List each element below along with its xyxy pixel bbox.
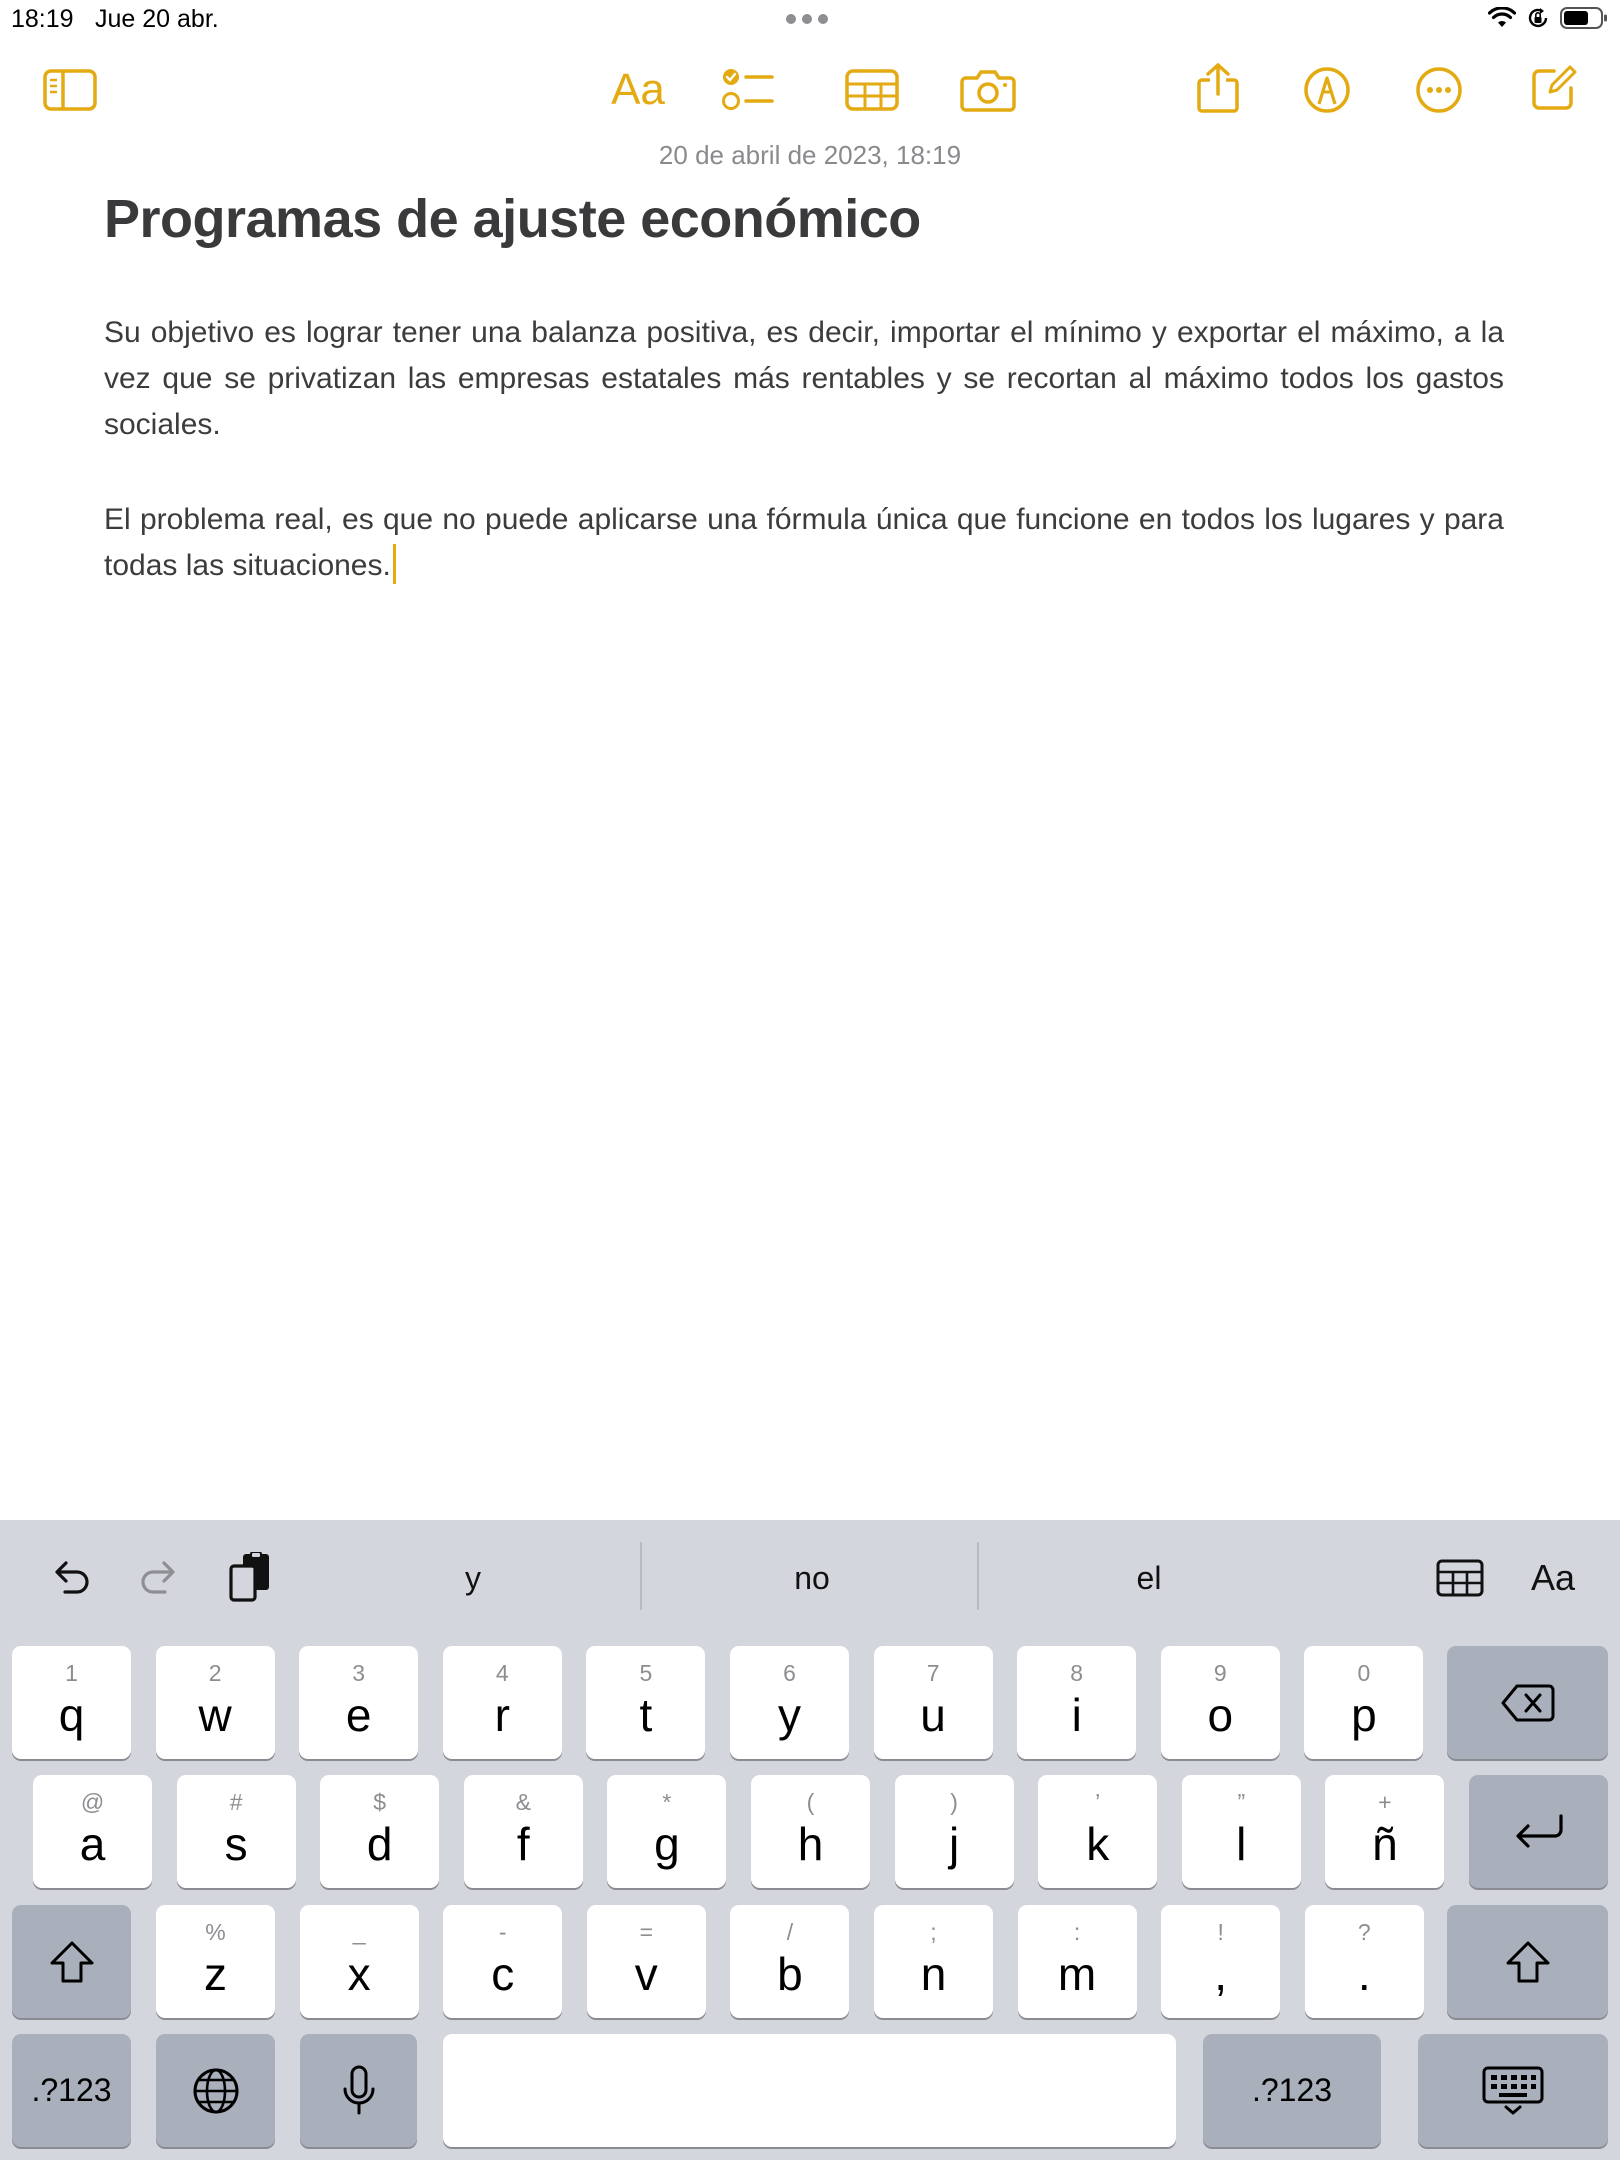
dismiss-keyboard-key[interactable] xyxy=(1418,2034,1608,2147)
suggestion-3[interactable]: el xyxy=(1136,1559,1162,1596)
key-4[interactable] xyxy=(464,1775,583,1888)
key-label: t xyxy=(639,1689,653,1741)
numbers-key-label: .?123 xyxy=(1251,2072,1333,2108)
table-button[interactable] xyxy=(835,58,909,122)
key-8[interactable] xyxy=(1017,1646,1136,1759)
key-hint: & xyxy=(515,1789,531,1815)
suggestion-divider xyxy=(640,1542,642,1610)
key-label: s xyxy=(224,1818,248,1870)
compose-button[interactable] xyxy=(1522,56,1586,120)
key-hint: ” xyxy=(1237,1789,1246,1815)
share-button[interactable] xyxy=(1186,56,1250,120)
key-10[interactable] xyxy=(1304,1646,1423,1759)
undo-icon xyxy=(49,1558,91,1598)
key-hint: 7 xyxy=(926,1660,940,1686)
key-label: x xyxy=(347,1948,371,2000)
key-hint: + xyxy=(1378,1789,1392,1815)
key-5[interactable] xyxy=(586,1646,705,1759)
key-label: y xyxy=(778,1689,801,1741)
key-hint: ) xyxy=(950,1789,958,1815)
key-label: d xyxy=(366,1818,393,1870)
key-hint: : xyxy=(1073,1919,1081,1945)
key-hint: % xyxy=(205,1919,226,1945)
key-hint: 3 xyxy=(352,1660,366,1686)
key-label: h xyxy=(797,1818,824,1870)
key-hint: 1 xyxy=(65,1660,78,1686)
suggestion-2[interactable]: no xyxy=(794,1559,830,1596)
table-icon xyxy=(1436,1559,1484,1597)
key-7[interactable] xyxy=(874,1646,993,1759)
key-label: o xyxy=(1207,1689,1234,1741)
key-hint: _ xyxy=(352,1919,366,1945)
key-label: m xyxy=(1057,1948,1097,2000)
key-hint: ! xyxy=(1217,1919,1224,1945)
share-icon xyxy=(1196,62,1240,114)
key-label: ñ xyxy=(1372,1818,1398,1870)
key-8[interactable] xyxy=(1038,1775,1157,1888)
key-1[interactable] xyxy=(33,1775,152,1888)
key-9[interactable] xyxy=(1161,1646,1280,1759)
key-1[interactable] xyxy=(156,1905,275,2018)
key-label: n xyxy=(920,1948,947,2000)
status-date: Jue 20 abr. xyxy=(95,5,219,33)
paste-button[interactable] xyxy=(220,1548,280,1608)
key-hint: 9 xyxy=(1213,1660,1227,1686)
key-3[interactable] xyxy=(443,1905,562,2018)
key-label: j xyxy=(948,1818,960,1870)
key-hint: = xyxy=(639,1919,654,1945)
note-paragraph[interactable] xyxy=(104,497,1504,589)
text-cursor xyxy=(393,544,396,584)
numbers-key-left[interactable] xyxy=(12,2034,131,2147)
note-paragraph-text: El problema real, es que no puede aplicarse una fórmula única que funcione en todos los lugares y para todas las situaciones. xyxy=(104,503,1504,582)
numbers-key-right[interactable] xyxy=(1203,2034,1381,2147)
key-label: k xyxy=(1086,1818,1110,1870)
key-hint: ; xyxy=(930,1919,937,1945)
status-icons xyxy=(1488,6,1608,30)
format-icon: Aa xyxy=(1530,1557,1576,1598)
key-hint: @ xyxy=(80,1789,105,1815)
key-label: , xyxy=(1214,1948,1228,2000)
software-keyboard xyxy=(0,1520,1620,2160)
key-4[interactable] xyxy=(587,1905,706,2018)
paste-icon xyxy=(227,1552,273,1604)
keyboard-table-button[interactable] xyxy=(1430,1548,1490,1608)
table-icon xyxy=(845,69,899,111)
note-title[interactable]: Programas de ajuste económico xyxy=(104,189,921,249)
key-hint: # xyxy=(229,1789,243,1815)
format-button[interactable] xyxy=(596,58,680,122)
key-label: l xyxy=(1236,1818,1247,1870)
shift-icon xyxy=(49,1940,95,1984)
key-label: r xyxy=(494,1689,510,1741)
keyboard-shortcut-bar xyxy=(0,1520,1620,1632)
key-hint: ? xyxy=(1357,1919,1371,1945)
key-label: a xyxy=(79,1818,106,1870)
key-hint: 4 xyxy=(495,1660,509,1686)
key-hint: ’ xyxy=(1095,1789,1101,1815)
checklist-button[interactable] xyxy=(716,58,780,122)
checklist-icon xyxy=(722,67,774,113)
return-key[interactable] xyxy=(1469,1775,1608,1888)
key-label: f xyxy=(516,1818,530,1870)
shift-icon xyxy=(1505,1940,1551,1984)
shift-key-left[interactable] xyxy=(12,1905,131,2018)
suggestion-divider xyxy=(977,1542,979,1610)
return-icon xyxy=(1513,1812,1565,1852)
key-9[interactable] xyxy=(1182,1775,1301,1888)
status-time: 18:19 xyxy=(11,5,74,33)
key-7[interactable] xyxy=(895,1775,1014,1888)
key-label: p xyxy=(1351,1689,1377,1741)
redo-button[interactable] xyxy=(130,1548,190,1608)
markup-icon xyxy=(1303,66,1351,114)
key-label: e xyxy=(345,1689,372,1741)
key-5[interactable] xyxy=(730,1905,849,2018)
compose-icon xyxy=(1530,64,1578,112)
key-label: c xyxy=(491,1948,515,2000)
key-label: . xyxy=(1357,1948,1371,2000)
undo-button[interactable] xyxy=(40,1548,100,1608)
key-3[interactable] xyxy=(320,1775,439,1888)
more-icon xyxy=(1415,66,1463,114)
multitasking-menu-icon[interactable] xyxy=(786,14,828,24)
shift-key-right[interactable] xyxy=(1447,1905,1608,2018)
wifi-icon xyxy=(1488,7,1516,29)
more-button[interactable] xyxy=(1407,58,1471,122)
camera-icon xyxy=(960,68,1016,112)
key-hint: 8 xyxy=(1070,1660,1084,1686)
key-9[interactable] xyxy=(1305,1905,1424,2018)
key-label: z xyxy=(204,1948,227,2000)
sidebar-icon xyxy=(43,69,97,111)
key-7[interactable] xyxy=(1018,1905,1137,2018)
key-hint: 5 xyxy=(639,1660,653,1686)
suggestion-1[interactable]: y xyxy=(465,1559,481,1596)
microphone-icon xyxy=(341,2065,377,2117)
key-label: u xyxy=(920,1689,946,1741)
status-bar xyxy=(0,0,1620,40)
key-6[interactable] xyxy=(874,1905,993,2018)
sidebar-toggle-button[interactable] xyxy=(38,58,102,122)
battery-icon xyxy=(1560,6,1608,30)
key-hint: / xyxy=(786,1919,794,1945)
key-10[interactable] xyxy=(1325,1775,1444,1888)
key-hint: * xyxy=(662,1789,672,1815)
key-6[interactable] xyxy=(751,1775,870,1888)
key-hint: - xyxy=(498,1919,507,1945)
markup-button[interactable] xyxy=(1295,58,1359,122)
key-8[interactable] xyxy=(1161,1905,1280,2018)
key-1[interactable] xyxy=(12,1646,131,1759)
key-4[interactable] xyxy=(443,1646,562,1759)
delete-key[interactable] xyxy=(1447,1646,1608,1759)
redo-icon xyxy=(139,1558,181,1598)
key-label: g xyxy=(654,1818,680,1870)
format-icon: Aa xyxy=(611,65,665,114)
key-label: v xyxy=(634,1948,658,2000)
keyboard-format-button[interactable] xyxy=(1522,1548,1584,1608)
key-6[interactable] xyxy=(730,1646,849,1759)
key-2[interactable] xyxy=(177,1775,296,1888)
numbers-key-label: .?123 xyxy=(31,2072,112,2108)
globe-key[interactable] xyxy=(156,2034,275,2147)
delete-icon xyxy=(1501,1683,1555,1723)
orientation-lock-icon xyxy=(1526,6,1550,30)
key-label: b xyxy=(777,1948,803,2000)
key-2[interactable] xyxy=(156,1646,275,1759)
camera-button[interactable] xyxy=(956,58,1020,122)
key-3[interactable] xyxy=(299,1646,418,1759)
key-hint: 0 xyxy=(1357,1660,1371,1686)
note-paragraph[interactable]: Su objetivo es lograr tener una balanza positiva, es decir, importar el mínimo y exportar el máximo, a la vez que se privatizan las empresas estatales más rentables y se recortan al máximo todos los gastos sociales. xyxy=(104,316,1504,441)
key-5[interactable] xyxy=(607,1775,726,1888)
key-hint: $ xyxy=(373,1789,387,1815)
globe-icon xyxy=(192,2067,240,2115)
keyboard-dismiss-icon xyxy=(1482,2066,1544,2116)
key-hint: ( xyxy=(806,1789,815,1815)
key-label: q xyxy=(58,1689,85,1741)
key-hint: 6 xyxy=(783,1660,796,1686)
key-label: i xyxy=(1071,1689,1082,1741)
note-date: 20 de abril de 2023, 18:19 xyxy=(658,140,962,170)
key-label: w xyxy=(198,1689,232,1741)
dictation-key[interactable] xyxy=(300,2034,417,2147)
key-2[interactable] xyxy=(300,1905,419,2018)
key-hint: 2 xyxy=(208,1660,222,1686)
space-bar[interactable] xyxy=(443,2034,1176,2147)
